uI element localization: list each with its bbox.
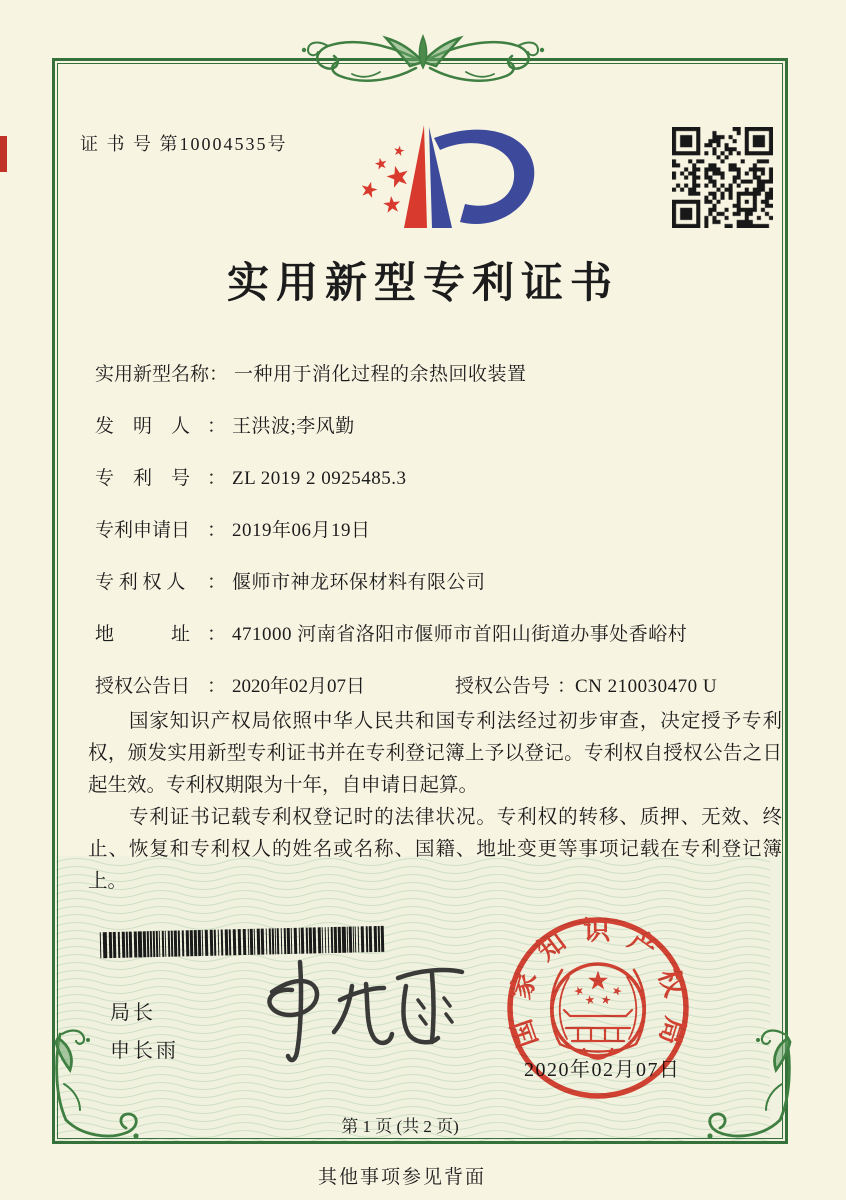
barcode-bar bbox=[103, 932, 108, 958]
grant-row: 授权公告日 ： 2020年02月07日 授权公告号 ： CN 210030470 U bbox=[95, 674, 795, 700]
red-edge-mark bbox=[0, 136, 7, 172]
barcode-bar bbox=[100, 932, 102, 958]
back-side-note: 其他事项参见背面 bbox=[317, 1167, 486, 1188]
field-row-utility-model-name: 实用新型名称 ： 一种用于消化过程的余热回收装置 bbox=[95, 362, 785, 414]
seal-date: 2020年02月07日 bbox=[524, 1059, 681, 1081]
barcode-bar bbox=[361, 926, 365, 952]
page-number: 第 1 页 (共 2 页) bbox=[341, 1117, 459, 1136]
barcode-bar bbox=[349, 927, 353, 953]
field-value: 王洪波;李风勤 bbox=[232, 416, 355, 437]
grant-date-value: 2020年02月07日 bbox=[232, 676, 366, 697]
certificate-number: 证 书 号 第10004535号 bbox=[80, 134, 288, 154]
barcode-bar bbox=[159, 931, 161, 957]
barcode-bar bbox=[113, 932, 117, 958]
barcode-bar bbox=[202, 930, 204, 956]
director-handwritten-signature bbox=[230, 950, 470, 1070]
certificate-title: 实用新型专利证书 bbox=[226, 261, 619, 307]
body-paragraph-2: 专利证书记载专利权登记时的法律状况。专利权的转移、质押、无效、终止、恢复和专利权人的姓名或名称、国籍、地址变更等事项记载在专利登记簿上。 bbox=[88, 807, 782, 892]
field-row-inventor: 发 明 人 ： 王洪波;李风勤 bbox=[95, 414, 785, 466]
barcode-bar bbox=[221, 930, 224, 956]
field-label: 专 利 权 人 bbox=[95, 572, 186, 593]
director-name: 申长雨 bbox=[110, 1040, 179, 1062]
barcode-bar bbox=[134, 931, 138, 957]
barcode-bar bbox=[342, 927, 347, 953]
field-label: 实用新型名称 bbox=[95, 364, 210, 385]
barcode-bar bbox=[138, 931, 143, 957]
top-flourish-ornament-icon bbox=[270, 26, 576, 92]
field-row-application-date: 专利申请日 ： 2019年06月19日 bbox=[95, 518, 785, 570]
director-title: 局长 bbox=[110, 1002, 156, 1024]
barcode-bar bbox=[178, 930, 181, 956]
field-label: 发 明 人 bbox=[95, 416, 191, 437]
barcode-bar bbox=[355, 926, 357, 952]
field-row-patentee: 专 利 权 人 ： 偃师市神龙环保材料有限公司 bbox=[95, 570, 785, 622]
barcode-bar bbox=[218, 930, 220, 956]
barcode-bar bbox=[165, 931, 167, 957]
barcode-bar bbox=[129, 932, 133, 958]
grant-number-value: CN 210030470 U bbox=[575, 676, 718, 697]
barcode-bar bbox=[182, 930, 185, 956]
field-row-address: 地 址 ： 471000 河南省洛阳市偃师市首阳山街道办事处香峪村 bbox=[95, 622, 785, 674]
field-label: 地 址 bbox=[95, 624, 191, 645]
qr-code bbox=[672, 127, 773, 228]
barcode-bar bbox=[122, 932, 126, 958]
barcode-bar bbox=[210, 930, 214, 956]
field-row-patent-number: 专 利 号 ： ZL 2019 2 0925485.3 bbox=[95, 466, 785, 518]
field-value: 偃师市神龙环保材料有限公司 bbox=[232, 572, 486, 593]
barcode-bar bbox=[198, 930, 202, 956]
barcode-bar bbox=[338, 927, 342, 953]
grant-date-label: 授权公告日 bbox=[95, 676, 191, 697]
field-value: 2019年06月19日 bbox=[232, 520, 371, 541]
barcode-bar bbox=[186, 930, 190, 956]
national-emblem-icon bbox=[551, 964, 645, 1059]
barcode-bar bbox=[118, 932, 121, 958]
barcode-bar bbox=[190, 930, 194, 956]
cnipa-official-seal bbox=[498, 908, 698, 1108]
barcode-bar bbox=[374, 926, 378, 952]
field-label: 专 利 号 bbox=[95, 468, 191, 489]
barcode-bar bbox=[358, 926, 360, 952]
barcode-bar bbox=[381, 926, 385, 952]
barcode-bar bbox=[369, 926, 373, 952]
certificate-fields bbox=[95, 362, 785, 674]
barcode-bar bbox=[174, 931, 178, 957]
barcode-bar bbox=[214, 930, 217, 956]
body-paragraph-1: 国家知识产权局依照中华人民共和国专利法经过初步审查，决定授予专利权，颁发实用新型专利证书并在专利登记簿上予以登记。专利权自授权公告之日起生效。专利权期限为十年，自申请日起算。 bbox=[88, 711, 782, 796]
barcode-bar bbox=[109, 932, 113, 958]
legal-body-text bbox=[88, 706, 782, 898]
barcode-bar bbox=[143, 931, 147, 957]
grant-number-label: 授权公告号 bbox=[455, 676, 551, 697]
barcode-bar bbox=[205, 930, 209, 956]
barcode-bar bbox=[225, 929, 229, 955]
barcode-bar bbox=[194, 930, 198, 956]
field-value: ZL 2019 2 0925485.3 bbox=[232, 468, 407, 489]
field-value: 一种用于消化过程的余热回收装置 bbox=[234, 364, 527, 385]
director-block bbox=[110, 994, 179, 1070]
cnipa-patent-logo-icon bbox=[348, 110, 548, 242]
field-value: 471000 河南省洛阳市偃师市首阳山街道办事处香峪村 bbox=[232, 624, 688, 645]
field-label: 专利申请日 bbox=[95, 520, 191, 541]
seal-ring-text: 国家知识产权局 bbox=[505, 915, 691, 1052]
